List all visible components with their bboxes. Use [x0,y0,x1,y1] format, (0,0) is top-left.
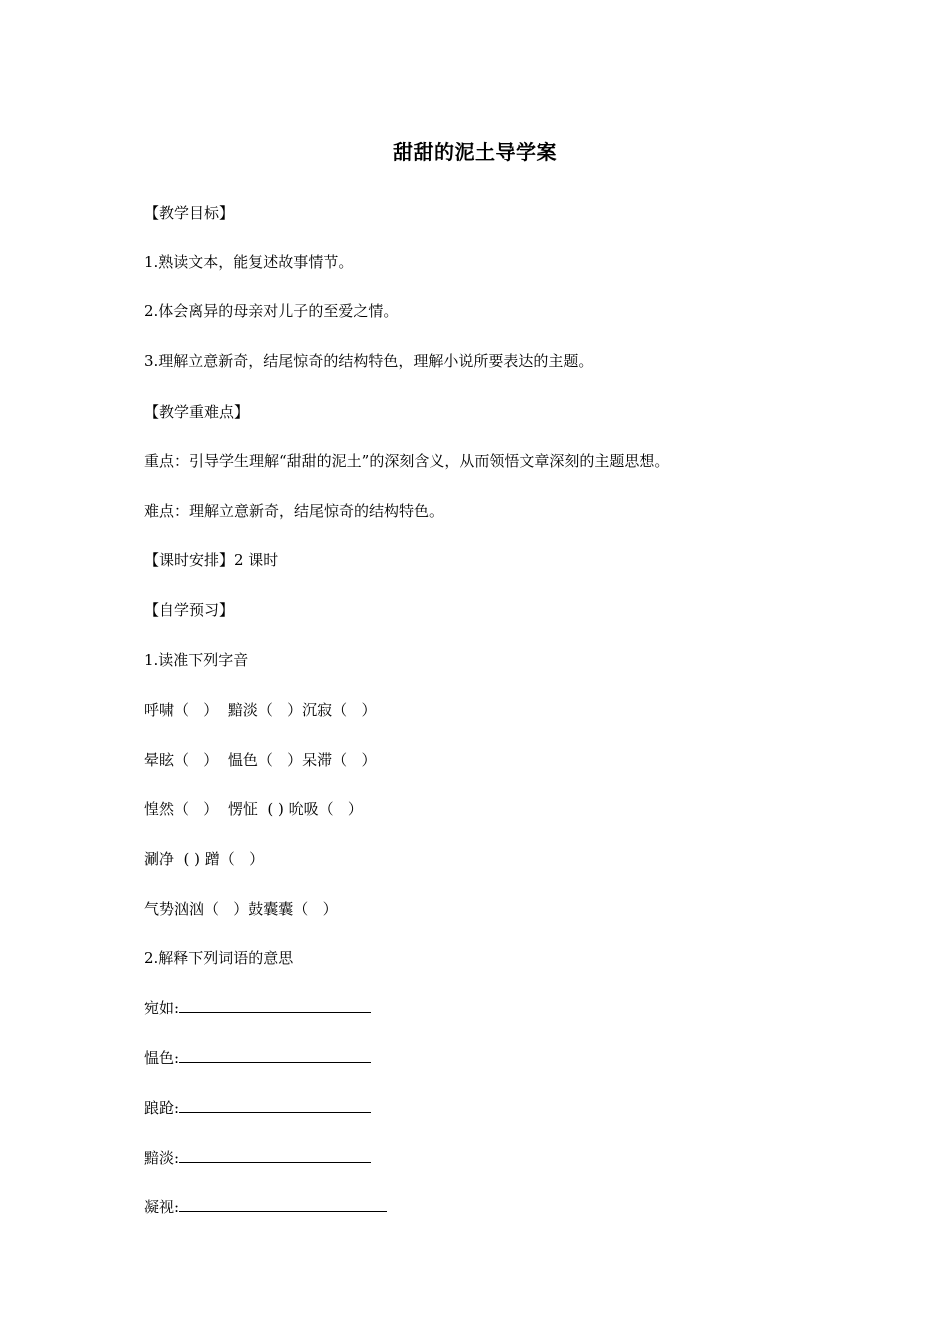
section-heading-self-study: 【自学预习】 [144,601,235,619]
pronunciation-row-4: 涮净 ( ) 蹭（ ） [144,850,265,868]
pronunciation-row-2: 晕眩（ ） 愠色（ ）呆滞（ ） [144,751,377,769]
definition-term: 愠色: [144,1049,180,1067]
definition-term: 凝视: [144,1198,180,1216]
section-heading-schedule: 【课时安排】2 课时 [144,551,279,569]
answer-blank[interactable] [179,1197,387,1212]
definition-row [144,1197,387,1217]
definition-row [144,1048,371,1068]
answer-blank[interactable] [179,1048,371,1063]
definition-row [144,1148,371,1168]
key-point: 重点：引导学生理解“甜甜的泥土”的深刻含义，从而领悟文章深刻的主题思想。 [144,452,670,470]
pronunciation-row-5: 气势汹汹（ ）鼓囊囊（ ） [144,900,338,918]
definition-row [144,998,371,1018]
answer-blank[interactable] [179,1148,371,1163]
exercise-1-heading: 1.读准下列字音 [144,651,249,669]
answer-blank[interactable] [179,1098,371,1113]
pronunciation-row-3: 惶然（ ） 愣怔 ( ) 吮吸（ ） [144,800,363,818]
objective-1: 1.熟读文本，能复述故事情节。 [144,253,354,271]
exercise-2-heading: 2.解释下列词语的意思 [144,949,294,967]
document-title: 甜甜的泥土导学案 [393,140,557,164]
definition-term: 宛如: [144,999,180,1017]
objective-3: 3.理解立意新奇，结尾惊奇的结构特色，理解小说所要表达的主题。 [144,352,594,370]
definition-row [144,1098,371,1118]
answer-blank[interactable] [179,998,371,1013]
pronunciation-row-1: 呼啸（ ） 黯淡（ ）沉寂（ ） [144,701,377,719]
difficult-point: 难点：理解立意新奇，结尾惊奇的结构特色。 [144,502,445,520]
objective-2: 2.体会离异的母亲对儿子的至爱之情。 [144,302,399,320]
definition-term: 踉跄: [144,1099,180,1117]
definition-term: 黯淡: [144,1149,180,1167]
section-heading-objectives: 【教学目标】 [144,204,235,222]
section-heading-key-points: 【教学重难点】 [144,403,250,421]
